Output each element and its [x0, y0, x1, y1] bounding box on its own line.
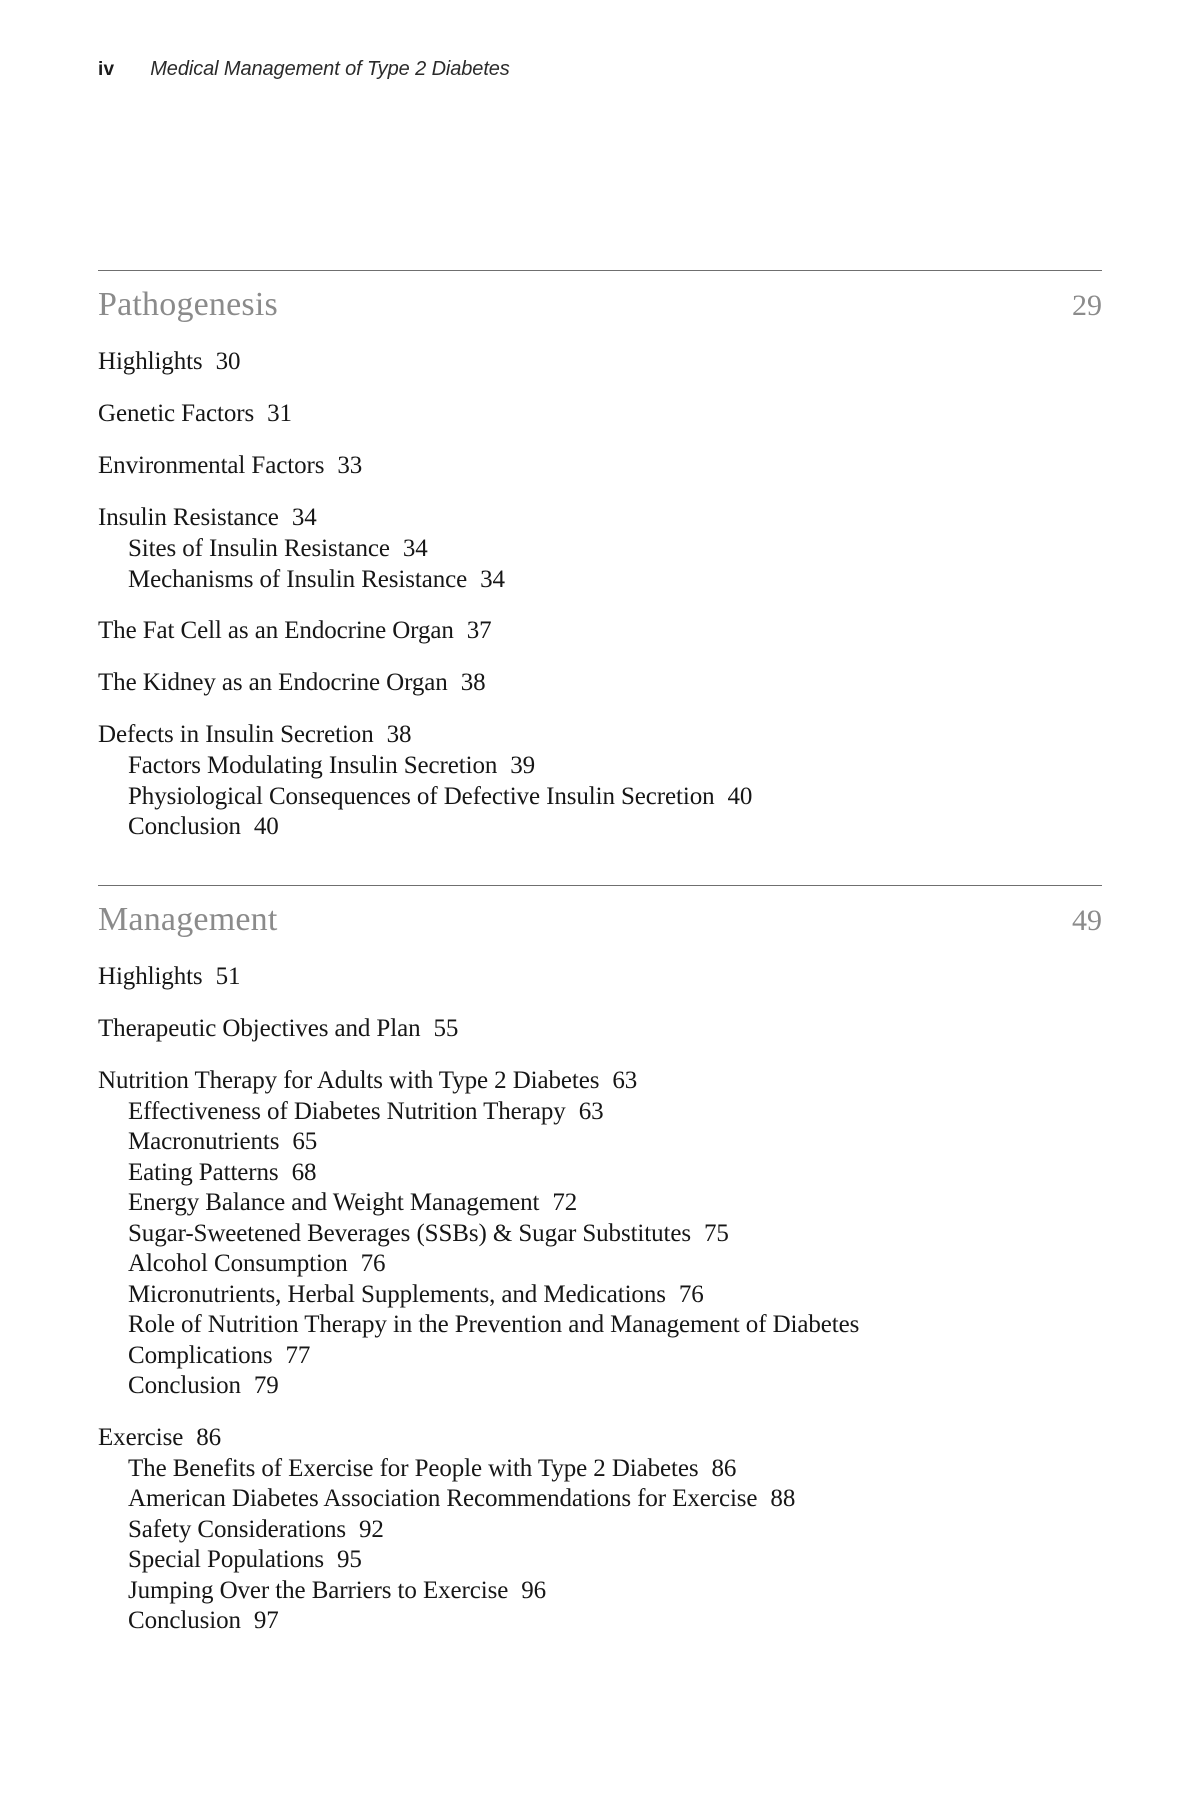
- toc-entry[interactable]: [98, 450, 1102, 482]
- toc-subentry[interactable]: [128, 1371, 1102, 1402]
- toc-entry[interactable]: [98, 1422, 1102, 1454]
- toc-subentry-label: Role of Nutrition Therapy in the Prevention and Management of Diabetes Complications: [128, 1311, 860, 1369]
- toc-subentry[interactable]: [128, 1576, 1102, 1607]
- toc-entry-page-number: 55: [433, 1014, 459, 1042]
- toc-entry-group: [98, 398, 1102, 430]
- toc-entry[interactable]: [98, 961, 1102, 993]
- toc-subentry-label: American Diabetes Association Recommendations for Exercise: [128, 1485, 758, 1513]
- toc-subentry-page-number: 63: [578, 1097, 604, 1125]
- toc-subentry-page-number: 34: [480, 565, 505, 593]
- toc-entry-group: [98, 1013, 1102, 1045]
- toc-subentry-page-number: 79: [253, 1372, 279, 1400]
- toc-entry-page-number: 37: [466, 617, 492, 645]
- toc-entry-group: [98, 961, 1102, 993]
- toc-entry-group: [98, 450, 1102, 482]
- toc-subentry-label: The Benefits of Exercise for People with Type 2 Diabetes: [128, 1454, 699, 1482]
- toc-entry-page-number: 38: [460, 669, 486, 697]
- toc-entry-page-number: 30: [215, 348, 241, 376]
- toc-entry[interactable]: [98, 398, 1102, 430]
- toc-subentry[interactable]: [128, 751, 1102, 782]
- toc-entry[interactable]: [98, 667, 1102, 699]
- toc-subentry-page-number: 96: [521, 1576, 547, 1604]
- toc-entry-label: Environmental Factors: [98, 452, 325, 480]
- toc-entry-page-number: 31: [267, 400, 292, 428]
- toc-subentry-page-number: 72: [552, 1189, 578, 1217]
- section-title: Management: [98, 900, 278, 938]
- toc-entry[interactable]: [98, 615, 1102, 647]
- toc-subentry-label: Special Populations: [128, 1546, 325, 1574]
- toc-subentry-label: Factors Modulating Insulin Secretion: [128, 752, 498, 780]
- toc-subentry[interactable]: [128, 1454, 1102, 1485]
- section-header[interactable]: [98, 271, 1102, 330]
- toc-entry-label: Nutrition Therapy for Adults with Type 2 Diabetes: [98, 1066, 600, 1094]
- toc-subentry-page-number: 39: [510, 752, 536, 780]
- section-page-number: 49: [1072, 903, 1102, 937]
- toc-subentry-page-number: 77: [285, 1341, 311, 1369]
- toc-entry[interactable]: [98, 346, 1102, 378]
- toc-entry[interactable]: [98, 1013, 1102, 1045]
- toc-subentry-page-number: 40: [727, 782, 753, 810]
- toc-subentry[interactable]: [128, 1097, 1102, 1128]
- toc-entry-page-number: 38: [386, 721, 412, 749]
- toc-entry-label: Highlights: [98, 962, 203, 990]
- toc-entry-label: The Kidney as an Endocrine Organ: [98, 669, 448, 697]
- toc-subentry-label: Mechanisms of Insulin Resistance: [128, 565, 468, 593]
- toc-entry-label: Therapeutic Objectives and Plan: [98, 1014, 421, 1042]
- section-title: Pathogenesis: [98, 286, 278, 323]
- toc-subentry[interactable]: [128, 565, 1102, 596]
- toc-entry-group: [98, 502, 1102, 595]
- section-page-number: 29: [1072, 289, 1102, 322]
- toc-subentry-page-number: 92: [359, 1515, 384, 1543]
- toc-entry-group: [98, 667, 1102, 699]
- toc-entry-page-number: 63: [612, 1066, 638, 1094]
- toc-subentry-page-number: 88: [770, 1485, 796, 1513]
- section-entries: [98, 346, 1102, 843]
- toc-subentry-label: Conclusion: [128, 1607, 241, 1635]
- toc-entry-label: Highlights: [98, 348, 203, 376]
- toc-subentry[interactable]: [128, 1606, 1102, 1637]
- section-entries: [98, 961, 1102, 1637]
- toc-subentry[interactable]: [128, 1310, 958, 1371]
- toc-subentry-label: Sites of Insulin Resistance: [128, 535, 390, 563]
- toc-subentry[interactable]: [128, 812, 1102, 843]
- toc-subentry-page-number: 40: [253, 813, 279, 841]
- toc-entry-group: [98, 719, 1102, 843]
- toc-subentry[interactable]: [128, 1188, 1102, 1219]
- toc-subentry[interactable]: [128, 782, 1102, 813]
- toc-entry-page-number: 86: [196, 1423, 222, 1451]
- toc-entry[interactable]: [98, 1065, 1102, 1097]
- toc-section: [98, 885, 1102, 1637]
- toc-subentry[interactable]: [128, 534, 1102, 565]
- toc-subentry-label: Energy Balance and Weight Management: [128, 1189, 540, 1217]
- toc-subentry-label: Sugar-Sweetened Beverages (SSBs) & Sugar Substitutes: [128, 1219, 691, 1247]
- toc-subentry[interactable]: [128, 1158, 1102, 1189]
- toc-subentry[interactable]: [128, 1515, 1102, 1546]
- toc-entry-group: [98, 1422, 1102, 1637]
- folio-number: iv: [98, 59, 115, 80]
- toc-subentry-label: Alcohol Consumption: [128, 1250, 348, 1278]
- toc-entry-label: Genetic Factors: [98, 400, 255, 428]
- toc-section: [98, 270, 1102, 843]
- toc-subentry-label: Conclusion: [128, 813, 241, 841]
- toc-subentry-label: Safety Considerations: [128, 1515, 347, 1543]
- toc-entry-label: The Fat Cell as an Endocrine Organ: [98, 617, 454, 645]
- toc-subentry-label: Eating Patterns: [128, 1158, 279, 1186]
- table-of-contents: [98, 270, 1102, 1637]
- toc-entry-group: [98, 346, 1102, 378]
- toc-entry[interactable]: [98, 502, 1102, 534]
- toc-entry-page-number: 34: [291, 504, 317, 532]
- toc-subentry-page-number: 75: [703, 1219, 729, 1247]
- toc-entry-page-number: 33: [337, 452, 363, 480]
- toc-subentry-page-number: 86: [711, 1454, 737, 1482]
- toc-entry-group: [98, 615, 1102, 647]
- toc-subentry-label: Macronutrients: [128, 1128, 280, 1156]
- toc-subentry-label: Conclusion: [128, 1372, 241, 1400]
- toc-entry-label: Insulin Resistance: [98, 504, 279, 532]
- toc-subentry[interactable]: [128, 1280, 1102, 1311]
- running-head: [98, 58, 510, 81]
- toc-subentry-label: Micronutrients, Herbal Supplements, and Medications: [128, 1280, 666, 1308]
- running-head-title: Medical Management of Type 2 Diabetes: [150, 58, 510, 80]
- toc-subentry[interactable]: [128, 1484, 1102, 1515]
- toc-subentry-page-number: 95: [337, 1546, 362, 1574]
- toc-subentry[interactable]: [128, 1219, 1102, 1250]
- toc-subentry[interactable]: [128, 1249, 1102, 1280]
- toc-entry-group: [98, 1065, 1102, 1402]
- toc-subentry-page-number: 34: [402, 535, 428, 563]
- toc-subentry-page-number: 76: [678, 1280, 704, 1308]
- toc-subentry-label: Effectiveness of Diabetes Nutrition Therapy: [128, 1097, 566, 1125]
- toc-entry[interactable]: [98, 719, 1102, 751]
- toc-entry-label: Exercise: [98, 1423, 184, 1451]
- section-header[interactable]: [98, 886, 1102, 945]
- toc-subentry[interactable]: [128, 1545, 1102, 1576]
- toc-subentry[interactable]: [128, 1127, 1102, 1158]
- toc-entry-label: Defects in Insulin Secretion: [98, 721, 374, 749]
- toc-subentry-page-number: 97: [253, 1607, 279, 1635]
- toc-subentry-label: Physiological Consequences of Defective Insulin Secretion: [128, 782, 715, 810]
- toc-subentry-page-number: 76: [360, 1250, 386, 1278]
- toc-subentry-label: Jumping Over the Barriers to Exercise: [128, 1576, 509, 1604]
- toc-subentry-page-number: 68: [291, 1158, 317, 1186]
- toc-entry-page-number: 51: [215, 962, 241, 990]
- toc-subentry-page-number: 65: [292, 1128, 318, 1156]
